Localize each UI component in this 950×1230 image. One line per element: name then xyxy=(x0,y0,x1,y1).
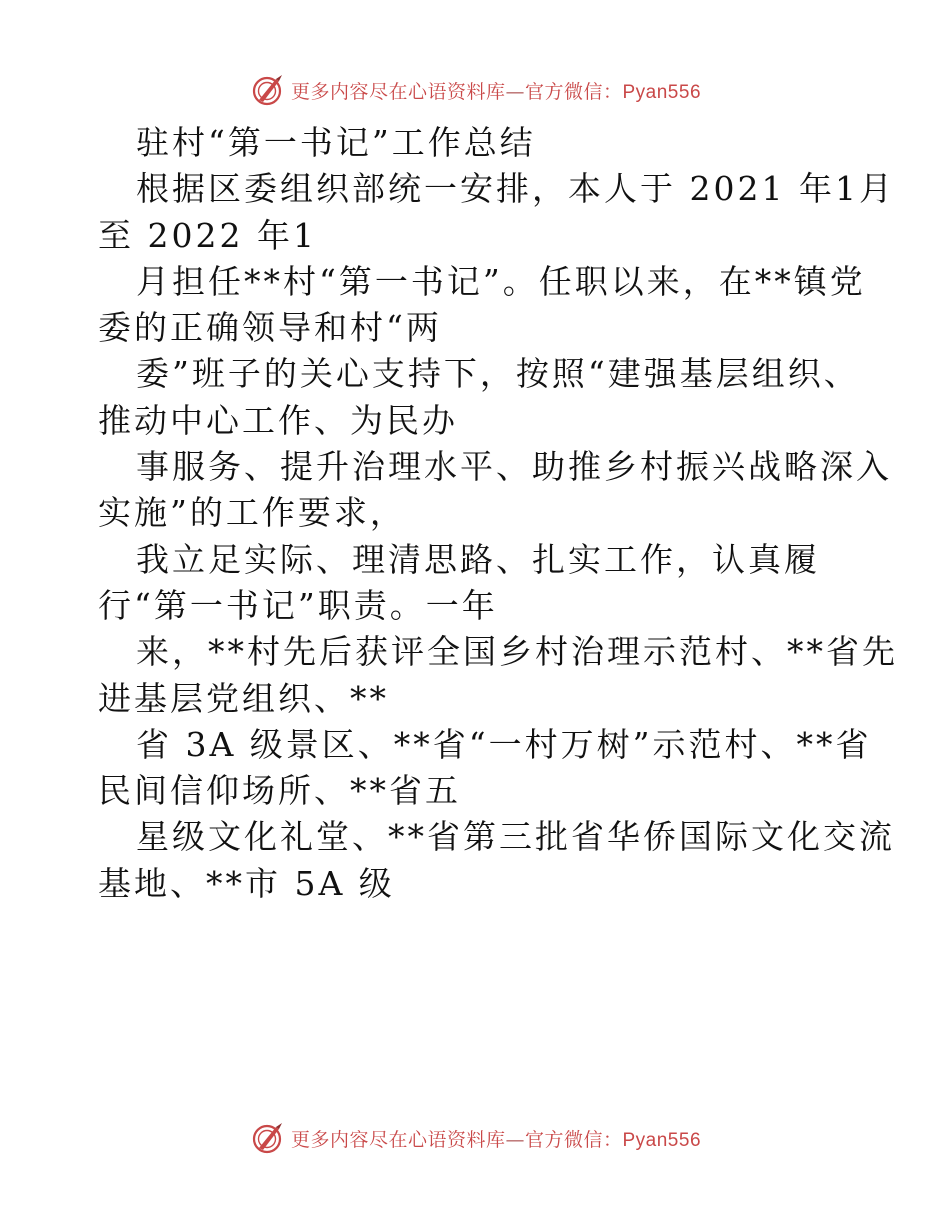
document-title: 驻村“第一书记”工作总结 xyxy=(136,123,536,162)
footer-banner-cn: 更多内容尽在心语资料库 xyxy=(290,1128,506,1151)
document-line: 我立足实际、理清思路、扎实工作，认真履 xyxy=(136,539,820,579)
footer-banner-text xyxy=(291,1125,701,1152)
footer-banner-cn2: 官方微信： xyxy=(524,1128,623,1151)
document-line: 基地、**市 5A 级 xyxy=(98,863,395,903)
document-line: 根据区委组织部统一安排，本人于 2021 年1月 xyxy=(136,169,895,209)
document-line: 委”班子的关心支持下，按照“建强基层组织、 xyxy=(136,354,860,394)
footer-banner xyxy=(0,1118,950,1158)
header-banner xyxy=(0,70,950,110)
document-line: 民间信仰场所、**省五 xyxy=(98,771,461,811)
footer-banner-dash: — xyxy=(505,1128,525,1151)
document-line: 星级文化礼堂、**省第三批省华侨国际文化交流 xyxy=(136,817,895,857)
document-line: 委的正确领导和村“两 xyxy=(98,308,442,348)
document-line: 至 2022 年1 xyxy=(98,215,317,255)
document-line: 进基层党组织、** xyxy=(98,678,389,718)
document-line: 月担任**村“第一书记”。任职以来，在**镇党 xyxy=(136,261,866,301)
document-line: 实施”的工作要求， xyxy=(98,493,406,533)
document-line: 推动中心工作、为民办 xyxy=(98,400,458,440)
header-banner-text xyxy=(291,77,701,104)
document-line: 行“第一书记”职责。一年 xyxy=(98,585,498,625)
header-banner-dash: — xyxy=(505,80,525,103)
document-line: 来，**村先后获评全国乡村治理示范村、**省先 xyxy=(136,632,898,672)
document-body xyxy=(98,120,898,907)
quill-seal-icon xyxy=(249,72,285,108)
header-banner-wechat-id: Pyan556 xyxy=(622,81,702,103)
document-line: 事服务、提升治理水平、助推乡村振兴战略深入 xyxy=(136,447,892,487)
footer-banner-wechat-id: Pyan556 xyxy=(622,1129,702,1151)
document-line: 省 3A 级景区、**省“一村万树”示范村、**省 xyxy=(136,724,872,764)
header-banner-cn2: 官方微信： xyxy=(524,80,623,103)
quill-seal-icon xyxy=(249,1120,285,1156)
header-banner-cn: 更多内容尽在心语资料库 xyxy=(290,80,506,103)
